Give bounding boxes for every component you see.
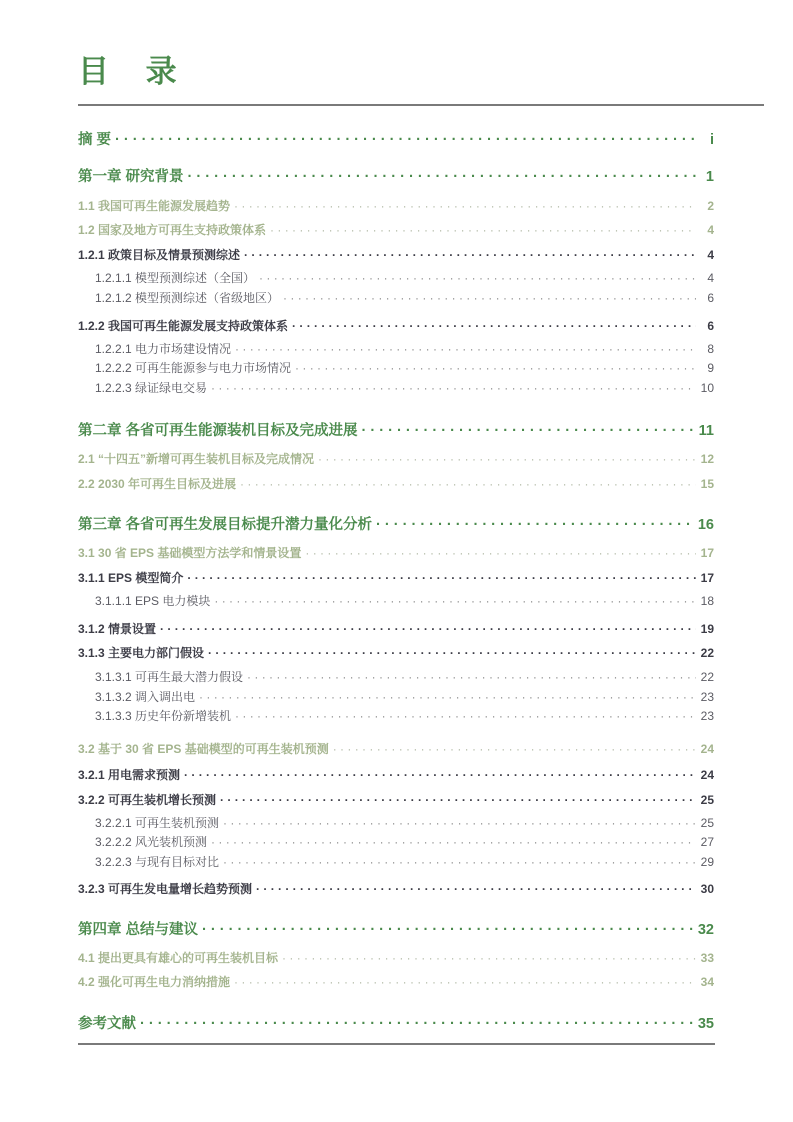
toc-entry-chapter[interactable] <box>78 1012 714 1033</box>
dot-leader <box>184 768 696 782</box>
toc-entry-section[interactable] <box>78 949 714 966</box>
toc-entry-label[interactable]: 1.2 国家及地方可再生支持政策体系 <box>78 223 267 237</box>
toc-entry-subsubsection[interactable] <box>78 269 714 286</box>
toc-entry-page-number[interactable]: 32 <box>697 922 714 938</box>
toc-entry-subsection[interactable] <box>78 766 714 783</box>
toc-entry-label[interactable]: 3.2 基于 30 省 EPS 基础模型的可再生装机预测 <box>78 742 329 756</box>
toc-entry-label[interactable]: 4.1 提出更具有雄心的可再生装机目标 <box>78 951 279 965</box>
toc-entry-subsubsection[interactable] <box>78 359 714 376</box>
dot-leader <box>160 622 696 636</box>
toc-entry-page-number[interactable]: 4 <box>707 248 714 262</box>
toc-entry-subsection[interactable] <box>78 317 714 334</box>
toc-entry-page-number[interactable]: 23 <box>700 690 714 704</box>
dot-leader <box>240 477 696 491</box>
toc-entry-page-number[interactable]: 30 <box>700 882 714 896</box>
toc-entry-subsubsection[interactable] <box>78 668 714 685</box>
toc-entry-section[interactable] <box>78 544 714 561</box>
toc-entry-label[interactable]: 1.1 我国可再生能源发展趋势 <box>78 199 231 213</box>
toc-entry-chapter[interactable] <box>78 918 714 939</box>
dot-leader <box>234 975 696 989</box>
toc-entry-chapter[interactable] <box>78 165 714 186</box>
toc-entry-label[interactable]: 4.2 强化可再生电力消纳措施 <box>78 975 231 989</box>
toc-entry-page-number[interactable]: 24 <box>700 768 714 782</box>
toc-entry-label[interactable]: 3.1.3.3 历史年份新增装机 <box>95 709 232 723</box>
toc-entry-label[interactable]: 2.1 “十四五”新增可再生装机目标及完成情况 <box>78 452 315 466</box>
toc-entry-subsubsection[interactable] <box>78 707 714 724</box>
toc-entry-page-number[interactable]: 12 <box>700 452 714 466</box>
toc-entry-label[interactable]: 3.2.2.3 与现有目标对比 <box>95 855 220 869</box>
toc-entry-label[interactable]: 第四章 总结与建议 <box>78 922 199 938</box>
dot-leader <box>362 423 695 439</box>
toc-entry-page-number[interactable]: 15 <box>700 477 714 491</box>
toc-entry-section[interactable] <box>78 740 714 757</box>
toc-entry-page-number[interactable]: 9 <box>707 361 714 375</box>
toc-entry-subsubsection[interactable] <box>78 833 714 850</box>
toc-entry-label[interactable]: 3.2.2.1 可再生装机预测 <box>95 816 220 830</box>
dot-leader <box>211 381 696 395</box>
toc-entry-page-number[interactable]: 2 <box>707 199 714 213</box>
dot-leader <box>199 690 696 704</box>
dot-leader <box>270 223 696 237</box>
toc-entry-label[interactable]: 2.2 2030 年可再生目标及进展 <box>78 477 237 491</box>
toc-entry-page-number[interactable]: 6 <box>707 291 714 305</box>
toc-entry-page-number[interactable]: 17 <box>700 571 714 585</box>
dot-leader <box>256 882 696 896</box>
dot-leader <box>292 319 696 333</box>
dot-leader <box>282 951 696 965</box>
dot-leader <box>234 199 696 213</box>
toc-entry-label[interactable]: 1.2.2.2 可再生能源参与电力市场情况 <box>95 361 292 375</box>
dot-leader <box>211 835 696 849</box>
dot-leader <box>214 594 696 608</box>
toc-entry-subsubsection[interactable] <box>78 814 714 831</box>
toc-entry-page-number[interactable]: 29 <box>700 855 714 869</box>
dot-leader <box>376 517 694 533</box>
toc-entry-label[interactable]: 3.2.2.2 风光装机预测 <box>95 835 208 849</box>
dot-leader <box>333 742 696 756</box>
toc-entry-section[interactable] <box>78 973 714 990</box>
toc-entry-subsection[interactable] <box>78 569 714 586</box>
dot-leader <box>259 271 696 285</box>
title-divider <box>78 104 764 106</box>
toc-entry-label[interactable]: 3.1.2 情景设置 <box>78 622 157 636</box>
toc-entry-subsection[interactable] <box>78 246 714 263</box>
toc-entry-label[interactable]: 1.2.2 我国可再生能源发展支持政策体系 <box>78 319 289 333</box>
dot-leader <box>283 291 696 305</box>
toc-entry-subsubsection[interactable] <box>78 289 714 306</box>
toc-entry-page-number[interactable]: 17 <box>700 546 714 560</box>
toc-entry-section[interactable] <box>78 221 714 238</box>
toc-entry-label[interactable]: 1.2.1.2 模型预测综述（省级地区） <box>95 291 280 305</box>
toc-entry-chapter[interactable] <box>78 419 714 440</box>
toc-entry-page-number[interactable]: 23 <box>700 709 714 723</box>
toc-entry-label[interactable]: 3.1.1.1 EPS 电力模块 <box>95 594 211 608</box>
toc-entry-page-number[interactable]: 25 <box>700 816 714 830</box>
toc-entry-page-number[interactable]: 1 <box>705 169 714 185</box>
toc-entry-page-number[interactable]: 22 <box>700 646 714 660</box>
toc-entry-page-number[interactable]: 34 <box>700 975 714 989</box>
toc-entry-label[interactable]: 3.1.1 EPS 模型简介 <box>78 571 184 585</box>
toc-entry-label[interactable]: 1.2.1.1 模型预测综述（全国） <box>95 271 256 285</box>
toc-entry-label[interactable]: 第一章 研究背景 <box>78 169 184 185</box>
toc-entry-subsubsection[interactable] <box>78 688 714 705</box>
dot-leader <box>208 646 696 660</box>
toc-entry-subsection[interactable] <box>78 880 714 897</box>
toc-entry-subsection[interactable] <box>78 791 714 808</box>
toc-entry-label[interactable]: 3.1.3.2 调入调出电 <box>95 690 196 704</box>
toc-entry-chapter[interactable] <box>78 513 714 534</box>
toc-entry-page-number[interactable]: i <box>709 132 714 148</box>
dot-leader <box>188 169 696 185</box>
dot-leader <box>305 546 696 560</box>
toc-entry-page-number[interactable]: 35 <box>697 1016 714 1032</box>
toc-entry-section[interactable] <box>78 197 714 214</box>
toc-entry-page-number[interactable]: 33 <box>700 951 714 965</box>
toc-entry-page-number[interactable]: 16 <box>697 517 714 533</box>
toc-entry-label[interactable]: 第二章 各省可再生能源装机目标及完成进展 <box>78 423 358 439</box>
dot-leader <box>295 361 696 375</box>
toc-entry-subsubsection[interactable] <box>78 340 714 357</box>
bottom-divider <box>78 1043 715 1045</box>
toc-entry-label[interactable]: 3.2.1 用电需求预测 <box>78 768 181 782</box>
toc-entry-label[interactable]: 3.1.3.1 可再生最大潜力假设 <box>95 670 244 684</box>
toc-entry-page-number[interactable]: 18 <box>700 594 714 608</box>
toc-entry-page-number[interactable]: 6 <box>707 319 714 333</box>
dot-leader <box>202 922 694 938</box>
toc-entry-subsubsection[interactable] <box>78 379 714 396</box>
toc-entry-page-number[interactable]: 8 <box>707 342 714 356</box>
dot-leader <box>235 342 696 356</box>
toc-entry-label[interactable]: 3.2.2 可再生装机增长预测 <box>78 793 217 807</box>
dot-leader <box>223 816 696 830</box>
toc-entry-section[interactable] <box>78 475 714 492</box>
dot-leader <box>115 132 696 148</box>
dot-leader <box>223 855 696 869</box>
toc-entry-chapter[interactable] <box>78 128 714 149</box>
toc-entry-subsubsection[interactable] <box>78 853 714 870</box>
toc-entry-page-number[interactable]: 25 <box>700 793 714 807</box>
toc-entry-label[interactable]: 3.2.3 可再生发电量增长趋势预测 <box>78 882 253 896</box>
dot-leader <box>187 571 696 585</box>
dot-leader <box>220 793 696 807</box>
toc-entry-subsection[interactable] <box>78 620 714 637</box>
toc-entry-label[interactable]: 参考文献 <box>78 1016 136 1032</box>
toc-entry-page-number[interactable]: 27 <box>700 835 714 849</box>
toc-entry-subsection[interactable] <box>78 644 714 661</box>
dot-leader <box>244 248 696 262</box>
page-title: 目 录 <box>78 54 191 89</box>
dot-leader <box>235 709 696 723</box>
toc-entry-label[interactable]: 1.2.2.3 绿证绿电交易 <box>95 381 208 395</box>
toc-entry-page-number[interactable]: 4 <box>707 223 714 237</box>
toc-entry-page-number[interactable]: 22 <box>700 670 714 684</box>
toc-entry-section[interactable] <box>78 450 714 467</box>
toc-entry-label[interactable]: 1.2.2.1 电力市场建设情况 <box>95 342 232 356</box>
toc-entry-page-number[interactable]: 11 <box>698 423 714 439</box>
dot-leader <box>140 1016 694 1032</box>
toc-entry-subsubsection[interactable] <box>78 592 714 609</box>
toc-entry-page-number[interactable]: 24 <box>700 742 714 756</box>
toc-entry-label[interactable]: 3.1.3 主要电力部门假设 <box>78 646 205 660</box>
toc-entry-page-number[interactable]: 4 <box>707 271 714 285</box>
dot-leader <box>247 670 696 684</box>
toc-entry-label[interactable]: 3.1 30 省 EPS 基础模型方法学和情景设置 <box>78 546 302 560</box>
toc-entry-page-number[interactable]: 10 <box>700 381 714 395</box>
toc-entry-label[interactable]: 1.2.1 政策目标及情景预测综述 <box>78 248 241 262</box>
dot-leader <box>318 452 696 466</box>
toc-entry-label[interactable]: 摘 要 <box>78 132 112 148</box>
toc-entry-label[interactable]: 第三章 各省可再生发展目标提升潜力量化分析 <box>78 517 373 533</box>
toc-entry-page-number[interactable]: 19 <box>700 622 714 636</box>
